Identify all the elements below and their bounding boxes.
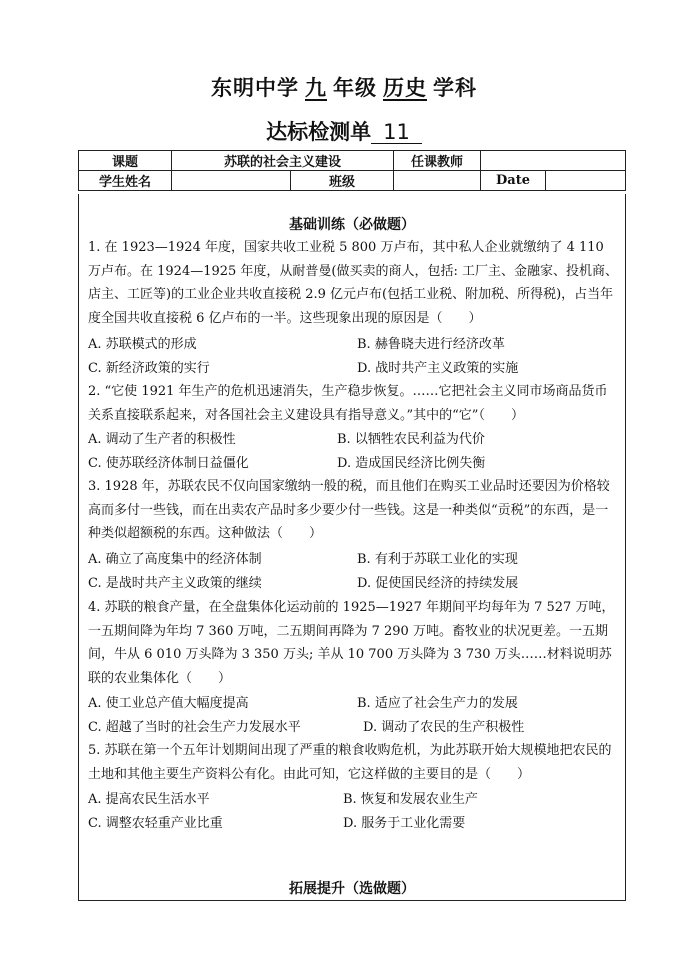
question-2-option-c[interactable]: C. 使苏联经济体制日益僵化 (88, 456, 249, 471)
question-4-stem: 4. 苏联的粮食产量，在全盘集体化运动前的 1925—1927 年期间平均每年为 7 527 万吨，一五期间降为年均 7 360 万吨，二五期间再降为 7 290 万吨。畜牧业的状况更差。一五期间，牛从 6 010 万头降为 3 350 万头; 羊从 10 700 万头降为 3 730 万头……材料说明苏联的农业集体化（ ） (88, 600, 615, 686)
subject-value: 历史 (383, 76, 427, 100)
question-4-option-d[interactable]: D. 调动了农民的生产积极性 (363, 720, 525, 735)
question-5-option-c[interactable]: C. 调整农轻重产业比重 (88, 816, 223, 831)
question-3-option-c[interactable]: C. 是战时共产主义政策的继续 (88, 576, 262, 591)
question-2-option-a[interactable]: A. 调动了生产者的积极性 (88, 432, 236, 447)
header-title (0, 72, 688, 102)
student-name-label: 学生姓名 (79, 171, 172, 191)
sheet-number: 11 (371, 121, 422, 144)
grade-value: 九 (305, 76, 327, 100)
question-5-stem: 5. 苏联在第一个五年计划期间出现了严重的粮食收购危机，为此苏联开始大规模地把农民的土地和其他主要生产资料公有化。由此可知，它这样做的主要目的是（ ） (88, 743, 612, 782)
date-label: Date (481, 171, 546, 191)
question-2-option-b[interactable]: B. 以牺牲农民利益为代价 (337, 432, 485, 447)
question-3-option-d[interactable]: D. 促使国民经济的持续发展 (357, 576, 519, 591)
question-3-option-b[interactable]: B. 有利于苏联工业化的实现 (357, 552, 518, 567)
subject-suffix: 学科 (433, 76, 477, 100)
teacher-value[interactable] (481, 151, 626, 171)
date-value[interactable] (546, 171, 626, 191)
question-1-option-d[interactable]: D. 战时共产主义政策的实施 (357, 361, 519, 376)
question-3-stem: 3. 1928 年，苏联农民不仅向国家缴纳一般的税，而且他们在购买工业品时还要因为价格较高而多付一些钱，而在出卖农产品时多少要少付一些钱。这是一种类似“贡税”的东西，是一种类似超额税的东西。这种做法（ ） (88, 479, 610, 541)
grade-suffix: 年级 (333, 76, 377, 100)
question-1-option-a[interactable]: A. 苏联模式的形成 (88, 337, 197, 352)
topic-value: 苏联的社会主义建设 (172, 151, 394, 171)
basic-section-title: 基础训练（必做题） (289, 217, 415, 233)
sheet-title-text: 达标检测单 (266, 120, 372, 144)
topic-label: 课题 (79, 151, 172, 171)
question-3-option-a[interactable]: A. 确立了高度集中的经济体制 (88, 552, 262, 567)
class-value[interactable] (394, 171, 481, 191)
question-5-option-d[interactable]: D. 服务于工业化需要 (343, 816, 466, 831)
teacher-label: 任课教师 (394, 151, 481, 171)
question-5-option-a[interactable]: A. 提高农民生活水平 (88, 792, 210, 807)
sheet-title (0, 116, 688, 146)
question-2-option-d[interactable]: D. 造成国民经济比例失衡 (337, 456, 486, 471)
question-4-option-a[interactable]: A. 使工业总产值大幅度提高 (88, 696, 249, 711)
question-1-stem: 1. 在 1923—1924 年度，国家共收工业税 5 800 万卢布，其中私人企业就缴纳了 4 110 万卢布。在 1924—1925 年度，从耐普曼(做买卖的商人，包括: 工厂主、金融家、投机商、店主、工匠等)的工业企业共收直接税 2.9 亿元卢布(包括工业税、附加税、所得税)，占当年度全国共收直接税 6 亿卢布的一半。这些现象出现的原因是（ ） (88, 240, 619, 326)
info-table (78, 150, 626, 191)
extension-section-title: 拓展提升（选做题） (289, 881, 415, 897)
class-label: 班级 (291, 171, 394, 191)
question-1-option-b[interactable]: B. 赫鲁晓夫进行经济改革 (357, 337, 505, 352)
student-name-value[interactable] (172, 171, 291, 191)
question-4-option-b[interactable]: B. 适应了社会生产力的发展 (357, 696, 518, 711)
question-4-option-c[interactable]: C. 超越了当时的社会生产力发展水平 (88, 720, 301, 735)
question-box (78, 194, 626, 901)
school-name: 东明中学 (211, 76, 299, 100)
question-1-option-c[interactable]: C. 新经济政策的实行 (88, 361, 210, 376)
question-2-stem: 2. “它使 1921 年生产的危机迅速消失，生产稳步恢复。……它把社会主义同市场商品货币关系直接联系起来，对各国社会主义建设具有指导意义。”其中的“它”（ ） (88, 384, 608, 423)
question-5-option-b[interactable]: B. 恢复和发展农业生产 (343, 792, 478, 807)
